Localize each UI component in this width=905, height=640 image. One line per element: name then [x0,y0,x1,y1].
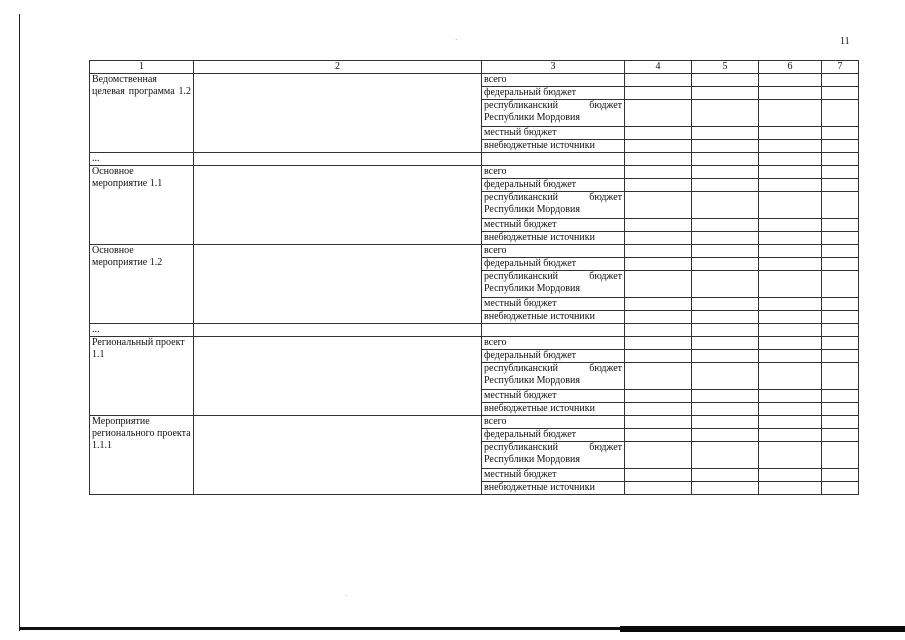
source-local: местный бюджет [482,127,625,140]
source-extrabudget: внебюджетные источники [482,482,625,495]
ellipsis-row [90,153,859,166]
source-total: всего [482,416,625,429]
table-row [90,245,859,258]
block-description-cell [194,416,482,495]
header-col-4: 4 [625,61,692,74]
source-republic: республиканский бюджет Республики Мордовия [482,100,625,127]
scan-speck: · [455,36,458,44]
source-total: всего [482,166,625,179]
source-extrabudget: внебюджетные источники [482,403,625,416]
header-col-2: 2 [194,61,482,74]
source-republic: республиканский бюджет Республики Мордовия [482,442,625,469]
source-federal: федеральный бюджет [482,350,625,363]
source-local: местный бюджет [482,298,625,311]
source-extrabudget: внебюджетные источники [482,140,625,153]
table-row [90,337,859,350]
source-federal: федеральный бюджет [482,87,625,100]
table-row [90,74,859,87]
source-local: местный бюджет [482,469,625,482]
source-republic: республиканский бюджет Республики Мордовия [482,192,625,219]
header-col-3: 3 [482,61,625,74]
left-margin-line [19,14,20,631]
source-extrabudget: внебюджетные источники [482,232,625,245]
source-total: всего [482,245,625,258]
table-row [90,166,859,179]
source-extrabudget: внебюджетные источники [482,311,625,324]
header-col-6: 6 [759,61,822,74]
header-row [90,61,859,74]
source-local: местный бюджет [482,390,625,403]
block-label: Основное мероприятие 1.2 [90,245,194,324]
source-federal: федеральный бюджет [482,258,625,271]
block-label: Мероприятие регионального проекта 1.1.1 [90,416,194,495]
block-description-cell [194,166,482,245]
block-description-cell [194,74,482,153]
source-federal: федеральный бюджет [482,429,625,442]
header-col-1: 1 [90,61,194,74]
block-description-cell [194,245,482,324]
ellipsis-cell: ... [90,324,194,337]
block-description-cell [194,337,482,416]
source-total: всего [482,74,625,87]
block-label: Ведомственная целевая программа 1.2 [90,74,194,153]
source-republic: республиканский бюджет Республики Мордовия [482,363,625,390]
bottom-edge-shadow [620,626,905,632]
source-total: всего [482,337,625,350]
source-republic: республиканский бюджет Республики Мордовия [482,271,625,298]
header-col-5: 5 [692,61,759,74]
funding-table [89,60,859,495]
source-local: местный бюджет [482,219,625,232]
page-number: 11 [840,36,850,47]
ellipsis-row [90,324,859,337]
scan-speck: · [345,592,348,600]
block-label: Основное мероприятие 1.1 [90,166,194,245]
source-federal: федеральный бюджет [482,179,625,192]
block-label: Региональный проект 1.1 [90,337,194,416]
ellipsis-cell: ... [90,153,194,166]
table-row [90,416,859,429]
header-col-7: 7 [822,61,859,74]
